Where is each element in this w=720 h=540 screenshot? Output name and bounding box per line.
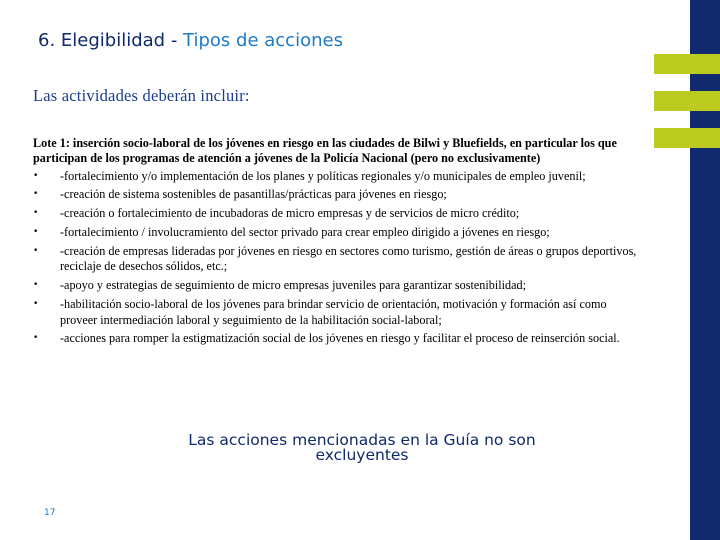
- list-item-text: -creación de sistema sostenibles de pasantillas/prácticas para jóvenes en riesgo;: [60, 187, 447, 202]
- intro-paragraph: Lote 1: inserción socio-laboral de los jóvenes en riesgo en las ciudades de Bilwi y Bluefields, en particular los que participan de los programas de atención a jóvenes de la Policía Nacional (pero no exclusivamente): [33, 136, 617, 166]
- list-item-text: -habilitación socio-laboral de los jóvenes para brindar servicio de orientación, motivación y formación así como proveer intermediación laboral y seguimiento de la habilitación social-laboral;: [60, 297, 607, 327]
- list-item-text: -fortalecimiento y/o implementación de los planes y políticas regionales y/o municipales de empleo juvenil;: [60, 168, 586, 183]
- closing-note: Las acciones mencionadas en la Guía no son excluyentes: [188, 431, 536, 464]
- bullet-icon: •: [33, 170, 39, 181]
- bullet-icon: •: [33, 208, 39, 219]
- list-item: [33, 331, 643, 346]
- page-title: [38, 30, 343, 51]
- title-separator: -: [165, 30, 184, 51]
- list-item: [33, 169, 643, 184]
- bullet-icon: •: [33, 299, 39, 310]
- title-subtitle: Tipos de acciones: [183, 30, 343, 51]
- list-item: [33, 225, 643, 240]
- list-item-text: -apoyo y estrategias de seguimiento de micro empresas juveniles para garantizar sostenibilidad;: [60, 278, 527, 293]
- list-item-text: -creación de empresas lideradas por jóvenes en riesgo en sectores como turismo, gestión de áreas o grupos deportivos, reciclaje de desechos sólidos, etc.;: [60, 244, 637, 274]
- list-item-text: -acciones para romper la estigmatización social de los jóvenes en riesgo y facilitar el proceso de reinserción social.: [60, 331, 620, 346]
- section-subtitle: Las actividades deberán incluir:: [33, 86, 250, 105]
- list-item: [33, 297, 643, 328]
- bullet-icon: •: [33, 333, 39, 344]
- list-item-text: -creación o fortalecimiento de incubadoras de micro empresas y de servicios de micro crédito;: [60, 206, 520, 221]
- accent-bar-3: [654, 128, 720, 148]
- list-item: [33, 206, 643, 221]
- bullet-icon: •: [33, 227, 39, 238]
- list-item-text: -fortalecimiento / involucramiento del sector privado para crear empleo dirigido a jóvenes en riesgo;: [60, 225, 550, 240]
- list-item: [33, 244, 643, 275]
- list-item: [33, 187, 643, 202]
- actions-list: [33, 169, 643, 347]
- page-number: 17: [44, 508, 56, 518]
- bullet-icon: •: [33, 280, 39, 291]
- title-main: 6. Elegibilidad: [38, 30, 166, 51]
- bullet-icon: •: [33, 189, 39, 200]
- accent-bar-2: [654, 91, 720, 111]
- bullet-icon: •: [33, 246, 39, 257]
- body-text: [33, 136, 643, 350]
- list-item: [33, 278, 643, 293]
- accent-bar-1: [654, 54, 720, 74]
